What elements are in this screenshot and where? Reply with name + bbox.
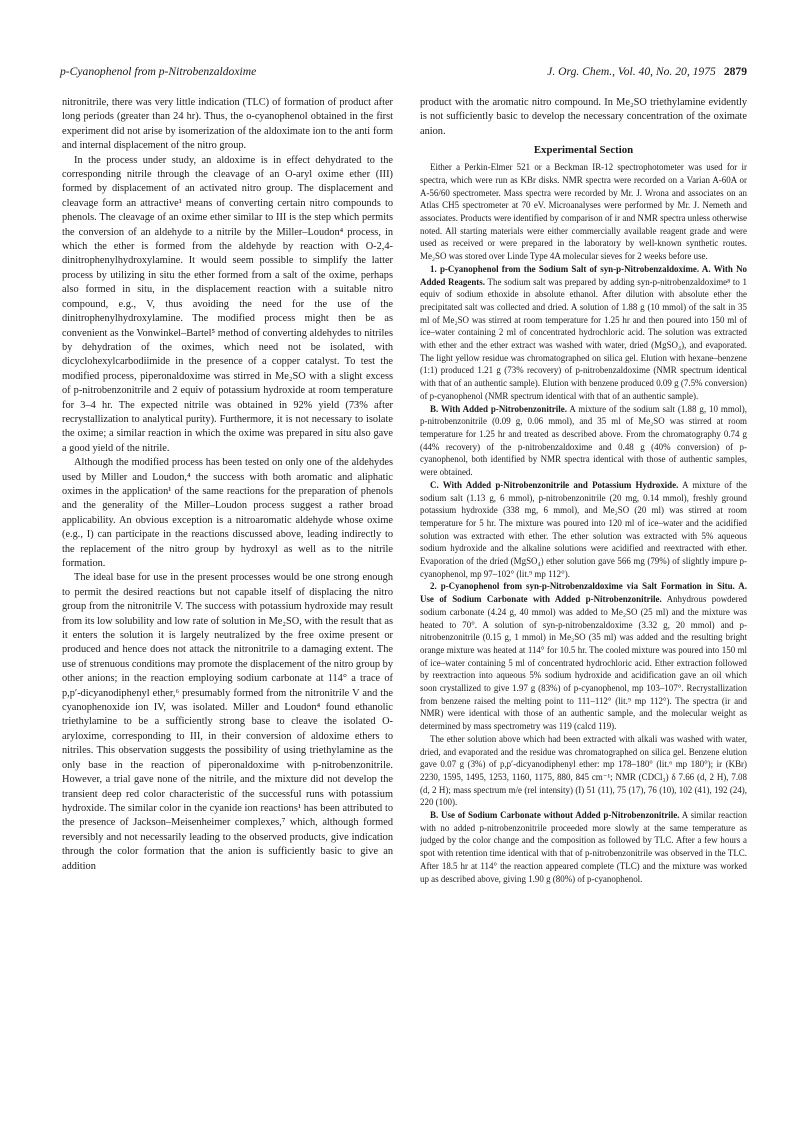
journal-name: J. Org. Chem., Vol. 40, No. 20, 1975 — [547, 65, 716, 78]
experimental-subtitle: 2. p-Cyanophenol from syn-p-Nitrobenzaldoxime via Salt Formation in Situ. A. Use of Sodium Carbonate with Added p-Nitrobenzonitrile. — [420, 581, 747, 605]
section-heading: Experimental Section — [533, 144, 634, 157]
experimental-text: Anhydrous powdered sodium carbonate (4.24 g, 40 mmol) was added to Me₂SO (25 ml) and the mixture was heated to 70°. A solution of syn-p-nitrobenzaldoxime (3.32 g, 20 mmol) and p-nitrobenzonitrile (0.15 g, 1 mmol) in Me₂SO (35 ml) was added and the resulting bright orange mixture was heated at 114° for 10.5 hr. The cooled mixture was poured into 150 ml of ice–water containing 5 ml of concentrated hydrochloric acid. Ether extraction followed by reextraction into aqueous 5% sodium hydroxide and acidification gave an oil which soon crystallized to give 1.97 g (83%) of p-cyanophenol, mp 103–107°. Recrystallization from benzene raised the melting point to 111–112° (lit.⁹ mp 112°). The spectra (ir and NMR) were identical with those of an authentic sample, and the molecular weight as determined by mass spectrometry was 119 (calcd 119). — [420, 594, 747, 732]
experimental-paragraph — [420, 403, 747, 479]
experimental-subtitle: C. With Added p-Nitrobenzonitrile and Potassium Hydroxide. — [430, 479, 679, 490]
body-paragraph: The ideal base for use in the present processes would be one strong enough to permit the desired reactions but not capable itself of displacing the nitro group from the nitronitrile V. The success with potassium hydroxide may result from its low solubility and low rate of solution in Me₂SO, with the result that as it enters the solution it is largely neutralized by the free oxime present or produced and hence does not attack the nitronitrile to a damaging extent. The use of strenuous conditions may promote the displacement of the nitro group by other anions; in the reaction employing sodium carbonate at 114° a trace of p,p′-dicyanodiphenyl ether,⁶ presumably formed from the nitronitrile V and the cyanophenoxide ion IV, was isolated. Miller and Loudon⁴ found ethanolic triethylamine to be a sufficiently strong base to cleave the isolated O-aryloxime, corresponding to III, in their conversion of aldoxime ethers to nitriles. This observation suggests the possibility of using triethylamine as the only base in the reaction of piperonaldoxime with p-nitrobenzonitrile. However, a trial gave none of the nitrile, and the mixture did not develop the transient deep red color characteristic of the successful runs with potassium hydroxide. The similar color in the cyanide ion reactions¹ has been attributed to the presence of Jackson–Meisenheimer complexes,⁷ which, although formed reversibly and not necessarily leading to the observed products, give indication through the color formation that the anion is sufficiently basic to give an addition — [62, 572, 393, 872]
body-paragraph: nitronitrile, there was very little indication (TLC) of formation of product after long periods (greater than 24 hr). Thus, the o-cyanophenol obtained in the first experiment did not arise by isomerization of the aldoximate ion to the anti form and internal displacement of the nitro group. — [62, 97, 393, 152]
page-number: 2879 — [723, 65, 747, 78]
experimental-text: Either a Perkin-Elmer 521 or a Beckman IR-12 spectrophotometer was used for ir spectra, which were run as KBr disks. NMR spectra were recorded on a Varian A-60A or A-56/60 spectrometer. Mass spectra were recorded by Mr. J. Wrona and associates on an Atlas CH5 spectrometer at 70 eV. Microanalyses were performed by Mr. J. Nemeth and associates. Products were identified by comparison of ir and NMR spectra unless otherwise noted. All starting materials were either commercially available reagent grade and were used as received or were prepared in the laboratory by well-known synthetic routes. Me₂SO was stored over Linde Type 4A molecular sieves for 2 weeks before use. — [420, 162, 747, 262]
experimental-paragraph — [420, 733, 747, 809]
body-paragraph: Although the modified process has been tested on only one of the aldehydes used by Miller and Loudon,⁴ the success with both aromatic and aliphatic oximes in the application¹ of the same reactions for the preparation of phenols and the generality of the Miller–Loudon process suggest a rather broad applicability. An obvious exception is a nitroaromatic aldehyde whose oxime (e.g., I) can participate in the reactions discussed above, leading indirectly to the replacement of the nitro group by hydroxyl as well as to the nitrile formation. — [62, 457, 393, 569]
body-paragraph: In the process under study, an aldoxime is in effect dehydrated to the corresponding nitrile through the cleavage of an O-aryl oxime ether (III) formed by displacement of an activated nitro group. The displacement and cleavage form an attractive¹ means of converting certain nitro compounds to phenols. The cleavage of an oxime ether similar to III is the step which permits the conversion of an aldehyde to a nitrile by the Miller–Loudon⁴ process, in which the ether is formed from the aldehyde by reaction with O-2,4-dinitrophenylhydroxylamine. It would seem possible to simplify the latter process by utilizing in situ the ether formed from a salt of the oxime, perhaps also formed in situ, in the displacement reaction with a suitable nitro compound, e.g., V, thus avoiding the need for the use of the dinitrophenylhydroxylamine. The modified process might then be as convenient as the Vonwinkel–Bartel⁵ method of converting aldehydes to nitriles by dehydration of the oximes, which need not be isolated, with dicyclohexylcarbodiimide in the presence of a copper catalyst. To test the modified process, piperonaldoxime was stirred in Me₂SO with a slight excess of p-nitrobenzonitrile and 2 equiv of potassium hydroxide at room temperature for 3–4 hr. The expected nitrile was obtained in 92% yield (73% after recrystallization to analytical purity). Furthermore, it is not necessary to isolate the oxime; a similar reaction in which the oxime was prepared in situ also gave a good yield of the nitrile. — [62, 154, 393, 454]
experimental-text: A mixture of the sodium salt (1.13 g, 6 mmol), p-nitrobenzonitrile (20 mg, 0.14 mmol), freshly ground potassium hydroxide (338 mg, 6 mmol), and Me₂SO (20 ml) was stirred at room temperature for 5 hr. The mixture was poured into 120 ml of ice–water and the acidified solution was extracted with ether. The ether solution was extracted with 5% aqueous sodium hydroxide and the alkaline solutions were acidified and reextracted with ether. Evaporation of the dried (MgSO₄) ether solution gave 566 mg (79%) of slightly impure p-cyanophenol, mp 97–102° (lit.⁹ mp 112°). — [420, 479, 747, 579]
experimental-subtitle: 1. p-Cyanophenol from the Sodium Salt of syn-p-Nitrobenzaldoxime. A. With No Added Reagents. — [420, 263, 747, 287]
experimental-text: The sodium salt was prepared by adding syn-p-nitrobenzaldoxime⁸ to 1 equiv of sodium ethoxide in absolute ethanol. After dilution with absolute ether the precipitated salt was collected and dried. A solution of 1.88 g (10 mmol) of the salt in 35 ml of Me₂SO was stirred at room temperature for 1.25 hr and then poured into 150 ml of ice–water containing 2 ml of concentrated hydrochloric acid. The solution was extracted with ether and the ether extract was washed with water, dried (MgSO₄), and evaporated. The light yellow residue was chromatographed on silica gel. Elution with hexane–benzene (1:1) produced 1.21 g (73% recovery) of p-nitrobenzaldoxime (NMR spectrum identical with that of an authentic sample). Elution with benzene produced 0.09 g (7.5% conversion) of p-cyanophenol (NMR spectrum identical with that of an authentic sample). — [420, 276, 747, 401]
journal-citation — [547, 65, 747, 78]
experimental-text: The ether solution above which had been extracted with alkali was washed with water, dried, and evaporated and the residue was chromatographed on silica gel. Benzene elution gave 0.07 g (3%) of p,p′-dicyanodiphenyl ether: mp 178–180° (lit.⁶ mp 180°); ir (KBr) 2230, 1595, 1495, 1253, 1160, 1175, 880, 845 cm⁻¹; NMR (CDCl₃) δ 7.66 (d, 2 H), 7.08 (d, 2 H); mass spectrum m/e (rel intensity) (I) 51 (11), 75 (17), 76 (10), 102 (41), 192 (24), 220 (100). — [420, 733, 747, 808]
body-paragraph: product with the aromatic nitro compound. In Me₂SO triethylamine evidently is not sufficiently basic to develop the necessary concentration of the oximate anion. — [420, 97, 747, 137]
running-title: p-Cyanophenol from p-Nitrobenzaldoxime — [60, 65, 257, 78]
experimental-paragraph — [420, 161, 747, 263]
experimental-paragraph — [420, 809, 747, 885]
experimental-subtitle: B. Use of Sodium Carbonate without Added p-Nitrobenzonitrile. — [430, 810, 680, 821]
experimental-paragraph — [420, 479, 747, 581]
experimental-text: A similar reaction with no added p-nitrobenzonitrile proceeded more slowly at the same temperature as judged by the color change and the composition as followed by TLC. After a few hours a spot with retention time identical with that of p-nitrobenzonitrile was observed in the TLC. After 18.5 hr at 114° the reaction appeared complete (TLC) and the mixture was worked up as described above, giving 1.90 g (80%) of p-cyanophenol. — [420, 810, 747, 884]
experimental-paragraph — [420, 580, 747, 732]
experimental-text: A mixture of the sodium salt (1.88 g, 10 mmol), p-nitrobenzonitrile (0.09 g, 0.06 mmol), and 35 ml of Me₂SO was stirred at room temperature for 1.25 hr and treated as described above. From the chromatography 0.74 g (44% recovery) of the p-nitrobenzaldoxime and 0.48 g (40% conversion) of p-cyanophenol, both identified by NMR spectra identical with those of authentic samples, were obtained. — [420, 403, 747, 478]
left-column — [62, 96, 393, 1106]
experimental-paragraph — [420, 263, 747, 403]
right-column — [420, 96, 747, 1106]
page-header — [60, 65, 747, 85]
experimental-subtitle: B. With Added p-Nitrobenzonitrile. — [430, 403, 567, 414]
